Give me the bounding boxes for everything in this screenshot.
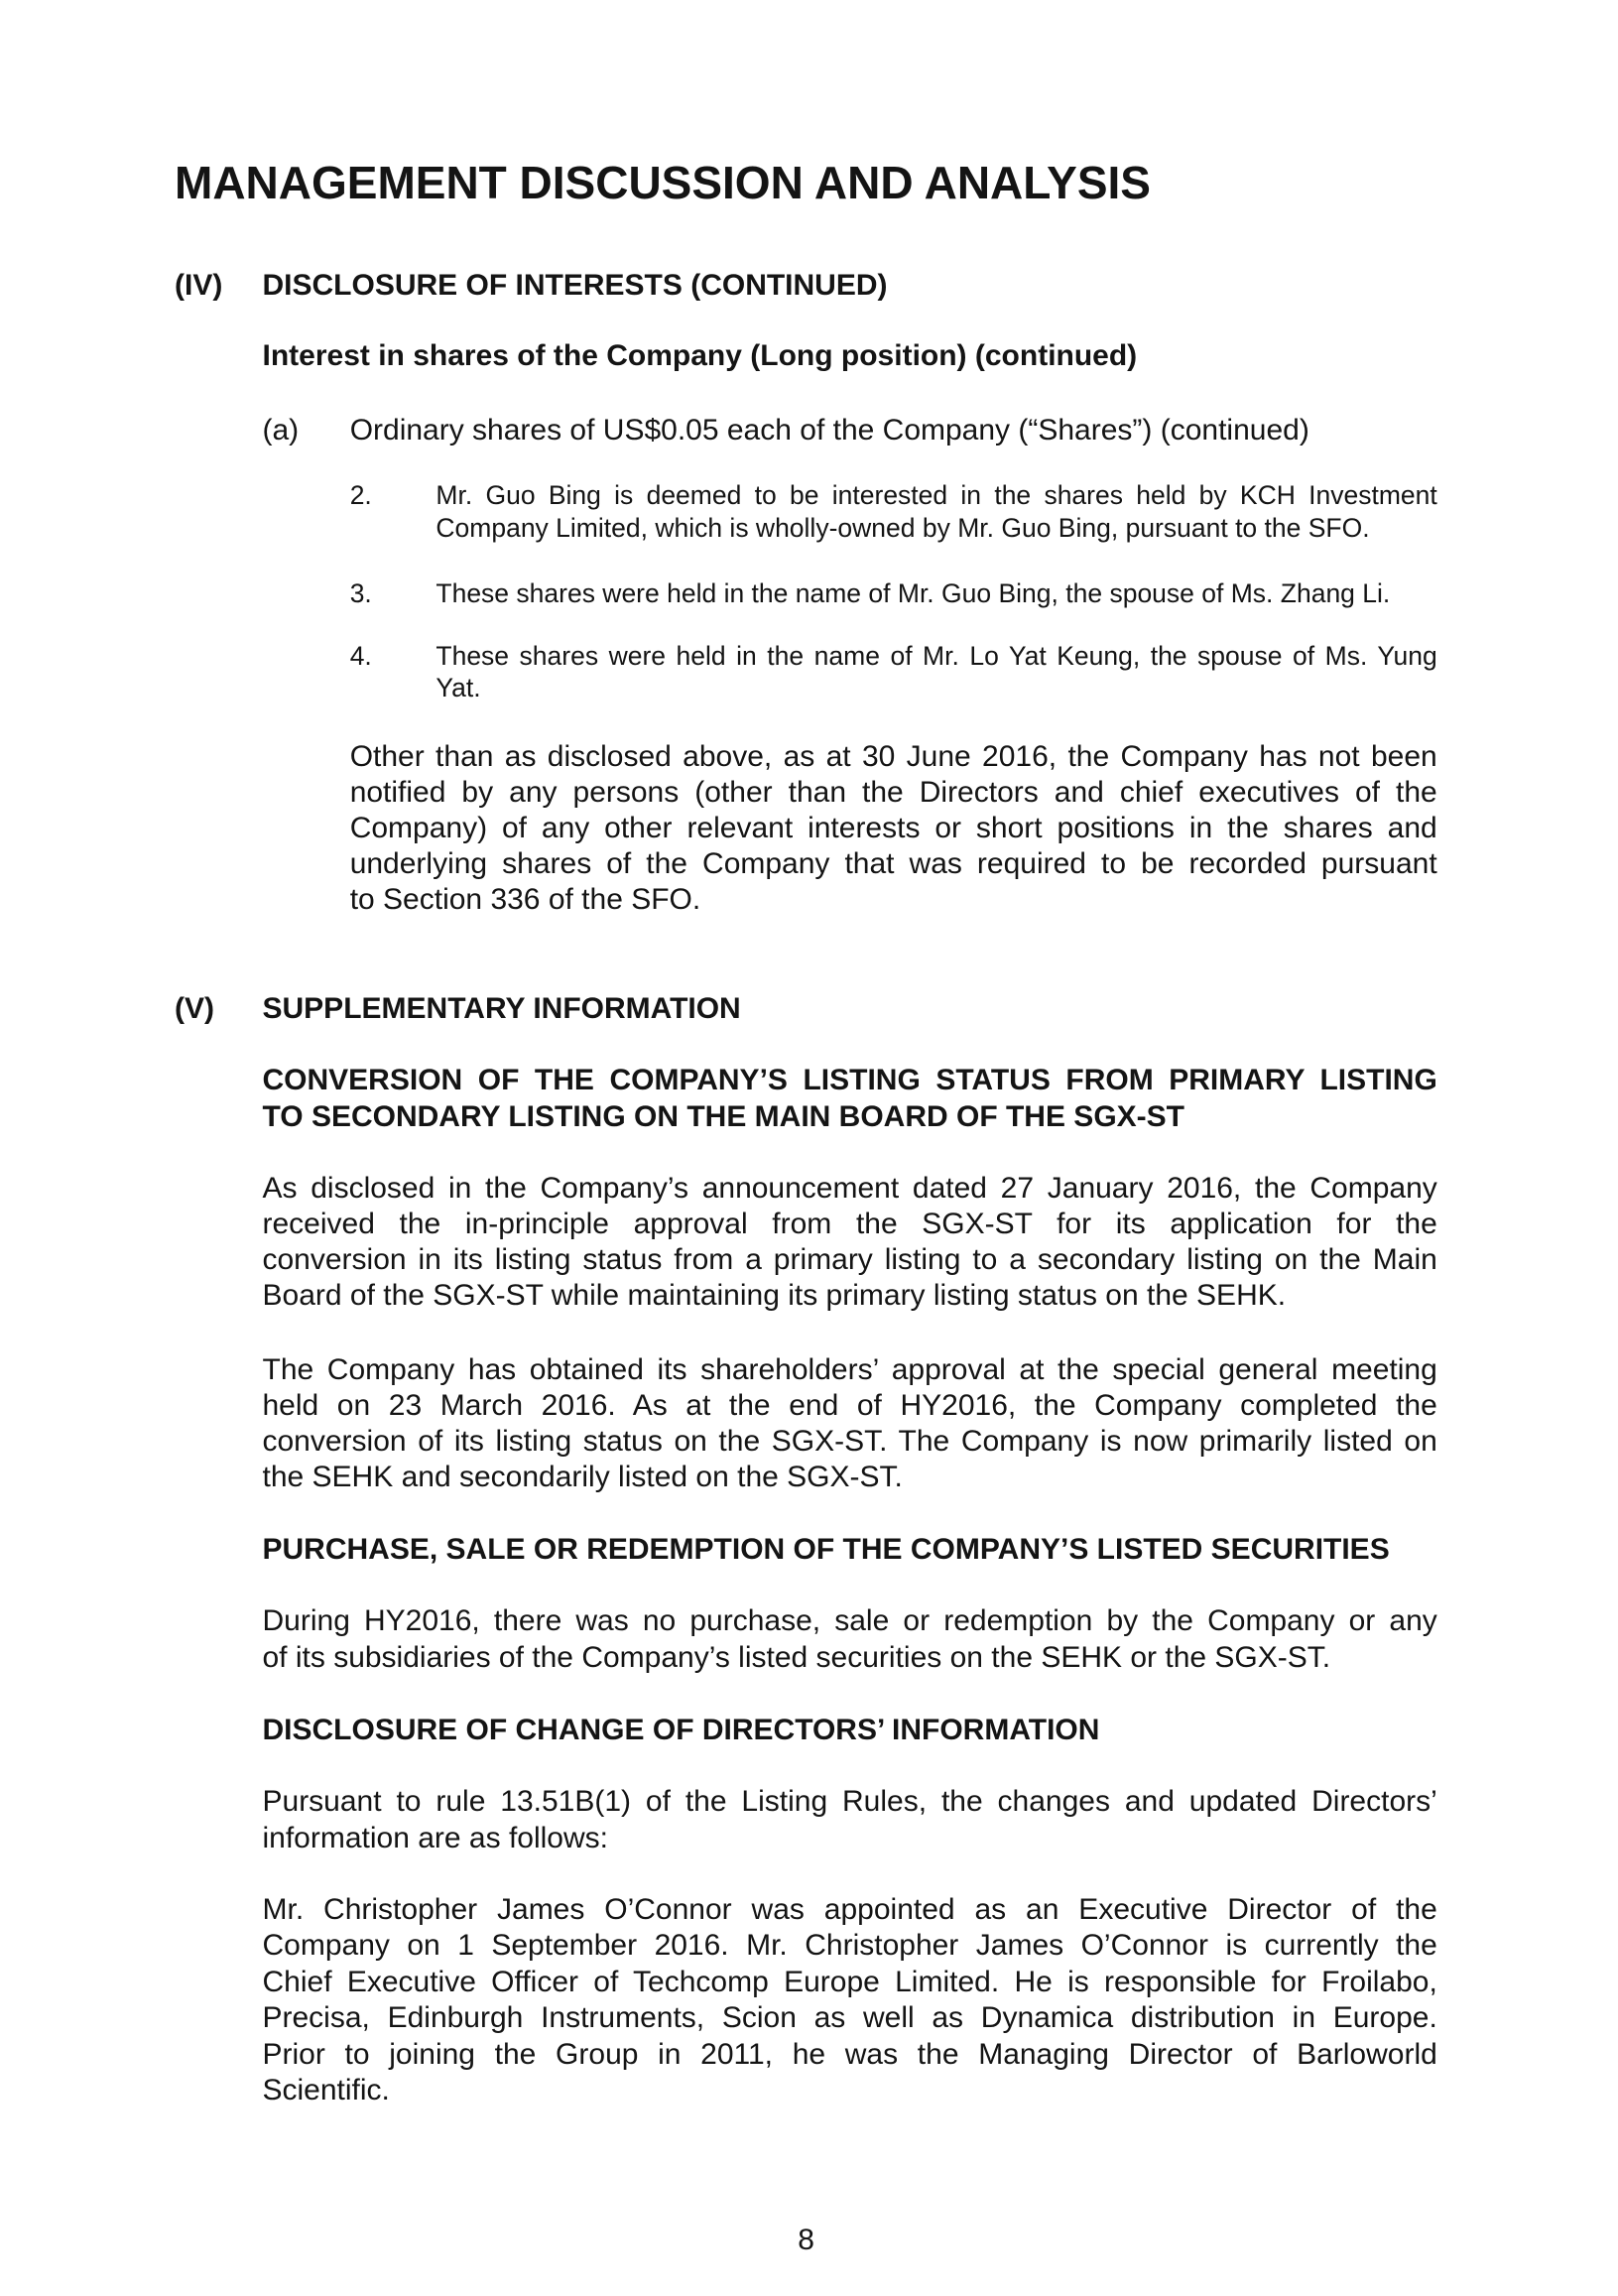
paragraph-line: Prior to joining the Group in 2011, he was the Managing Director of Barloworld: [262, 2037, 1437, 2071]
paragraph-line: Company) of any other relevant interests or short positions in the shares and: [349, 811, 1437, 844]
paragraph-line: Chief Executive Officer of Techcomp Europe Limited. He is responsible for Froilabo,: [262, 1965, 1437, 1998]
paragraph-line: information are as follows:: [262, 1821, 608, 1854]
section-heading: SUPPLEMENTARY INFORMATION: [262, 991, 741, 1025]
body-paragraph: [263, 1784, 1437, 1856]
section-number: (V): [175, 991, 214, 1025]
note-number: 4.: [349, 641, 372, 671]
heading-line: DISCLOSURE OF CHANGE OF DIRECTORS’ INFORMATION: [262, 1714, 1100, 1746]
heading-line: PURCHASE, SALE OR REDEMPTION OF THE COMPANY’S LISTED SECURITIES: [262, 1533, 1390, 1566]
section-number: (IV): [175, 269, 223, 302]
subsection-heading: [263, 1063, 1437, 1136]
note-line: Yat.: [436, 673, 481, 703]
body-paragraph: [263, 1352, 1437, 1494]
note-line: These shares were held in the name of Mr. Lo Yat Keung, the spouse of Ms. Yung: [436, 641, 1437, 671]
paragraph-line: held on 23 March 2016. As at the end of HY2016, the Company completed the: [262, 1388, 1437, 1422]
paragraph-line: to Section 336 of the SFO.: [349, 882, 701, 916]
note-text: [436, 479, 1436, 544]
paragraph-line: conversion in its listing status from a primary listing to a secondary listing on the Main: [262, 1243, 1437, 1276]
body-paragraph: [263, 1171, 1437, 1315]
page-title: MANAGEMENT DISCUSSION AND ANALYSIS: [175, 157, 1151, 208]
body-paragraph: [263, 1892, 1437, 2109]
paragraph-line: The Company has obtained its shareholders’ approval at the special general meeting: [262, 1353, 1437, 1387]
paragraph-line: Company on 1 September 2016. Mr. Christopher James O’Connor is currently the: [262, 1929, 1437, 1963]
item-label: (a): [262, 413, 300, 446]
subsection-heading: [263, 1532, 1390, 1568]
paragraph-line: As disclosed in the Company’s announcement dated 27 January 2016, the Company: [262, 1171, 1437, 1205]
paragraph-line: Mr. Christopher James O’Connor was appointed as an Executive Director of the: [262, 1892, 1437, 1926]
note-number: 3.: [349, 578, 372, 608]
heading-line: CONVERSION OF THE COMPANY’S LISTING STATUS FROM PRIMARY LISTING: [262, 1063, 1437, 1096]
paragraph-line: During HY2016, there was no purchase, sale or redemption by the Company or any: [262, 1604, 1437, 1637]
paragraph-line: conversion of its listing status on the SGX-ST. The Company is now primarily listed on: [262, 1424, 1437, 1458]
body-paragraph: [263, 1603, 1437, 1676]
paragraph-line: Precisa, Edinburgh Instruments, Scion as well as Dynamica distribution in Europe.: [262, 2001, 1437, 2035]
paragraph-line: Other than as disclosed above, as at 30 June 2016, the Company has not been: [349, 739, 1437, 773]
note-text: [436, 640, 1436, 704]
page-number: 8: [798, 2224, 814, 2256]
paragraph-line: Pursuant to rule 13.51B(1) of the Listing Rules, the changes and updated Directors’: [262, 1785, 1437, 1818]
paragraph-line: underlying shares of the Company that was required to be recorded pursuant: [349, 846, 1437, 880]
heading-line: TO SECONDARY LISTING ON THE MAIN BOARD OF THE SGX-ST: [262, 1099, 1184, 1133]
paragraph-line: Board of the SGX-ST while maintaining its primary listing status on the SEHK.: [262, 1279, 1287, 1313]
section-subheading: Interest in shares of the Company (Long position) (continued): [262, 338, 1138, 372]
paragraph-line: received the in-principle approval from the SGX-ST for its application for the: [262, 1207, 1437, 1240]
note-line: Company Limited, which is wholly-owned by Mr. Guo Bing, pursuant to the SFO.: [436, 512, 1370, 543]
disclosure-paragraph: [350, 739, 1437, 918]
note-line: These shares were held in the name of Mr. Guo Bing, the spouse of Ms. Zhang Li.: [436, 578, 1391, 608]
note-number: 2.: [349, 480, 372, 511]
item-text: Ordinary shares of US$0.05 each of the Company (“Shares”) (continued): [349, 413, 1309, 446]
subsection-heading: [263, 1713, 1100, 1748]
note-line: Mr. Guo Bing is deemed to be interested in the shares held by KCH Investment: [436, 480, 1437, 511]
paragraph-line: notified by any persons (other than the Directors and chief executives of the: [349, 775, 1437, 809]
paragraph-line: of its subsidiaries of the Company’s listed securities on the SEHK or the SGX-ST.: [262, 1640, 1331, 1674]
paragraph-line: Scientific.: [262, 2074, 390, 2107]
section-heading: DISCLOSURE OF INTERESTS (CONTINUED): [262, 269, 888, 302]
paragraph-line: the SEHK and secondarily listed on the SGX-ST.: [262, 1460, 903, 1493]
note-text: [436, 577, 1436, 609]
